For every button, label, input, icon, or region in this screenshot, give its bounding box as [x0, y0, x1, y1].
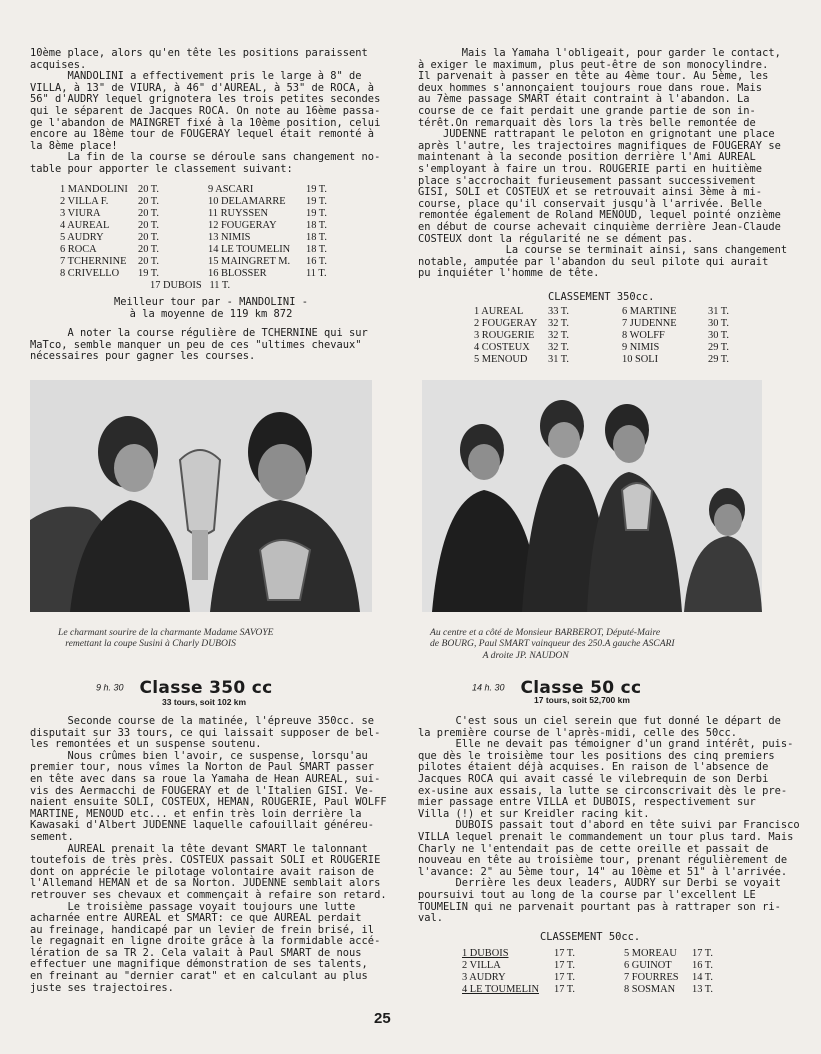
left-note-text: A noter la course régulière de TCHERNINE qui sur MaTco, semble manquer un peu de ces "ultimes chevaux" nécessaires pour gagner les courses. — [30, 327, 368, 363]
page-number: 25 — [374, 1010, 391, 1027]
podium-photo-right-image — [422, 380, 762, 612]
right-intro-text: Mais la Yamaha l'obligeait, pour garder le contact, à exiger le maximum, plus peut-être de son monocylindre. Il parvenait à passer en tête au 4ème tour. Au 5ème, les deux hommes s'annonçaient toujours roue dans roue. Mais au 7ème passage SMART était contraint à l'abandon. La course de ce fait perdait une grande partie de son in- térêt.On remarquait dès lors la très belle remontée de JUDENNE rattrapant le peloton en grignotant une place après l'autre, les trajectoires magnifiques de FOUGERAY se maintenant à la seconde position derrière l'Ami AUREAL s'employant à faire un trou. ROUGERIE parti en huitième place s'accrochait furieusement passant successivement GISI, SOLI et COSTEUX et se retrouvait ainsi 3ème à mi- course, place qu'il conservait jusqu'à l'arrivée. Belle remontée également de Roland MENOUD, lequel pointé onzième en début de course achevait cinquième derrière Jean-Claude COSTEUX dont la régularité ne se dément pas. La course se terminait ainsi, sans changement notable, amputée par l'abandon du seul pilote qui aurait pu inquiéter l'homme de tête. — [418, 47, 788, 280]
section-50-title: Classe 50 cc — [520, 677, 642, 698]
article-50-body: C'est sous un ciel serein que fut donné le départ de la première course de l'après-midi, celle des 50cc. Elle ne devait pas témoigner d'un grand intérêt, puis- que dès le troisième tour les positions des cinq premiers pilotes étaient déjà acquises. En raison de l'absence de Jacques ROCA qui avait cassé le vilebrequin de son Derbi ex-usine aux essais, la lutte se circonscrivait dès le pre- mier passage entre VILLA et DUBOIS, respectivement sur Villa (!) et sur Kreidler racing kit. DUBOIS passait tout d'abord en tête suivi par Francisco VILLA lequel prenait le commandement un tour plus tard. Mais Charly ne l'entendait pas de cette oreille et passait de nouveau en tête au troisième tour, prenant régulièrement de l'avance: 2" au 5ème tour, 14" au 10ème et 51" à l'arrivée. Derrière les deux leaders, AUDRY sur Derbi se voyait poursuivi tout au long de la course par l'excellent LE TOUMELIN qui ne parvenait pourtant pas à rattraper son ri- val. — [418, 715, 800, 925]
left-intro-text: 10ème place, alors qu'en tête les positions paraissent acquises. MANDOLINI a effectivement pris le large à 8" de VILLA, à 13" de VIURA, à 46" d'AUREAL, à 53" de ROCA, à 56" d'AUDRY lequel grignotera les trois petites secondes qui le séparent de Jacques ROCA. On note au 16ème passa- ge l'abandon de MAINGRET fixé à la 10ème position, celui encore au 18ème tour de FOUGERAY lequel était remonté à la 8ème place! La fin de la course se déroule sans changement no- table pour apporter le classement suivant: — [30, 47, 381, 175]
caption-right: Au centre et a côté de Monsieur BARBEROT, Député-Maire de BOURG, Paul SMART vainqueur des 250.A gauche ASCARI A droite JP. NAUDON — [430, 627, 675, 661]
caption-left: Le charmant sourire de la charmante Madame SAVOYE remettant la coupe Susini à Charly DUBOIS — [58, 627, 274, 650]
section-350-time: 9 h. 30 — [96, 682, 124, 693]
section-header-350 — [96, 677, 272, 698]
article-350-body: Seconde course de la matinée, l'épreuve 350cc. se disputait sur 33 tours, ce qui laissait supposer de bel- les remontées et un suspense soutenu. Nous crûmes bien l'avoir, ce suspense, lorsqu'au premier tour, nous vîmes la Norton de Paul SMART passer en tête avec dans sa roue la Yamaha de Hean AUREAL, sui- vis des Aermacchi de FOUGERAY et de l'Italien GISI. Ve- naient ensuite SOLI, COSTEUX, HEMAN, ROUGERIE, Paul WOLFF MARTINE, MENOUD etc... et enfin très loin derrière la Kawasaki d'Albert JUDENNE laquelle cafouillait généreu- sement. AUREAL prenait la tête devant SMART le talonnant toutefois de très près. COSTEUX passait SOLI et ROUGERIE dont on apprécie le pilotage volontaire avait raison de l'Allemand HEMAN et de sa Norton. JUDENNE semblait alors retrouver ses chevaux et commençait à refaire son retard. Le troisième passage voyait toujours une lutte acharnée entre AUREAL et SMART: ce que AUREAL perdait au freinage, handicapé par un levier de frein brisé, il le regagnait en ligne droite grâce à la formidable accé- lération de sa TR 2. Cela valait à Paul SMART de nous effectuer une magnifique démonstration de ses talents, en freinant au "dernier carat" et en calculant au plus juste ses trajectoires. — [30, 715, 387, 994]
classement-350-title: CLASSEMENT 350cc. — [548, 291, 655, 303]
trophy-photo-left-image — [30, 380, 372, 612]
trophy-photo-left — [30, 380, 372, 612]
section-50-subtitle: 17 tours, soit 52,700 km — [534, 695, 630, 705]
results-last-row: 17 DUBOIS 11 T. — [150, 280, 231, 291]
section-350-title: Classe 350 cc — [139, 677, 273, 698]
classement-50-title: CLASSEMENT 50cc. — [540, 931, 641, 943]
results-table-350: 1 AUREAL 33 T. 6 MARTINE 31 T. 2 FOUGERAY 32 T. 7 JUDENNE 30 T. 3 ROUGERIE 32 T. 8 WOLFF 30 T. 4 COSTEUX 32 T. 9 NIMIS 29 T. 5 MENOUD 31 T. 10 SOLI 29 T. — [474, 306, 729, 365]
podium-photo-right — [422, 380, 762, 612]
results-table-class-a: 1 MANDOLINI 20 T. 9 ASCARI 19 T. 2 VILLA F. 20 T. 10 DELAMARRE 19 T. 3 VIURA 20 T. 11 RUYSSEN 19 T. 4 AUREAL 20 T. 12 FOUGERAY 18 T. 5 AUDRY 20 T. 13 NIMIS 18 T. 6 ROCA 20 T. 14 LE TOUMELIN 18 T. 7 TCHERNINE 20 T. 15 MAINGRET M. 16 T. 8 CRIVELLO 19 T. 16 BLOSSER 11 T. — [60, 184, 327, 279]
results-table-50: 1 DUBOIS 17 T. 5 MOREAU 17 T. 2 VILLA 17 T. 6 GUINOT 16 T. 3 AUDRY 17 T. 7 FOURRES 14 T. 4 LE TOUMELIN 17 T. 8 SOSMAN 13 T. — [462, 948, 713, 995]
section-350-subtitle: 33 tours, soit 102 km — [162, 697, 247, 707]
best-lap-text: Meilleur tour par - MANDOLINI - à la moyenne de 119 km 872 — [114, 296, 308, 320]
section-50-time: 14 h. 30 — [472, 682, 505, 693]
